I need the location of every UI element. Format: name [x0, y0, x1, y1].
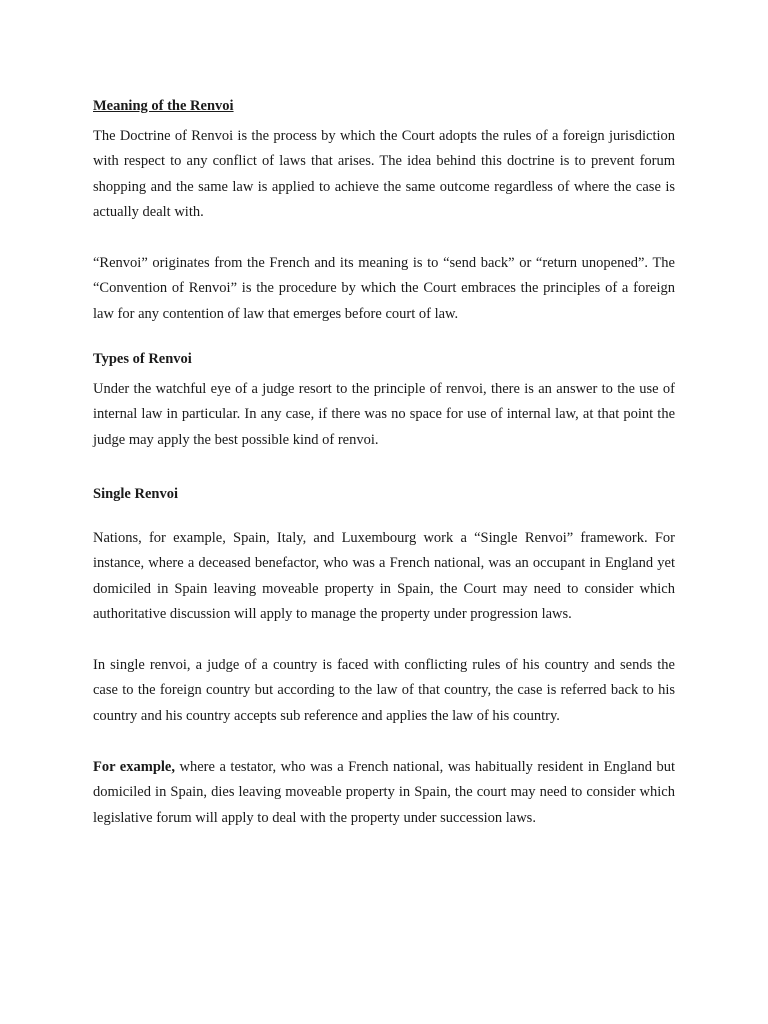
heading-single-renvoi: Single Renvoi — [93, 485, 178, 502]
paragraph-meaning-2: “Renvoi” originates from the French and its meaning is to “send back” or “return unopened”. The “Convention of Renvoi” is the procedure by which the Court embraces the principles of a foreign law for any contention of law that emerges before court of law. — [93, 255, 675, 322]
paragraph-types: Under the watchful eye of a judge resort to the principle of renvoi, there is an answer to the use of internal law in particular. In any case, if there was no space for use of internal law, at that point the judge may apply the best possible kind of renvoi. — [93, 381, 675, 448]
paragraph-meaning-1: The Doctrine of Renvoi is the process by which the Court adopts the rules of a foreign jurisdiction with respect to any conflict of laws that arises. The idea behind this doctrine is to prevent forum shopping and the same law is applied to achieve the same outcome regardless of where the case is actually dealt with. — [93, 128, 675, 220]
paragraph-example — [93, 755, 675, 831]
heading-types-of-renvoi: Types of Renvoi — [93, 351, 192, 368]
heading-meaning-of-renvoi: Meaning of the Renvoi — [93, 98, 234, 114]
paragraph-single-1: Nations, for example, Spain, Italy, and Luxembourg work a “Single Renvoi” framework. For instance, where a deceased benefactor, who was a French national, was an occupant in England yet domiciled in Spain leaving moveable property in Spain, the Court may need to consider which authoritative discussion will apply to manage the property under progression laws. — [93, 529, 675, 622]
paragraph-single-2: In single renvoi, a judge of a country is faced with conflicting rules of his country and sends the case to the foreign country but according to the law of that country, the case is referred back to his country and his country accepts sub reference and applies the law of his country. — [93, 657, 675, 724]
example-text: where a testator, who was a French national, was habitually resident in England but domiciled in Spain, dies leaving moveable property in Spain, the court may need to consider which legislative forum will apply to deal with the property under succession laws. — [93, 759, 676, 826]
document-page — [93, 96, 675, 831]
example-lead: For example, — [93, 759, 175, 776]
